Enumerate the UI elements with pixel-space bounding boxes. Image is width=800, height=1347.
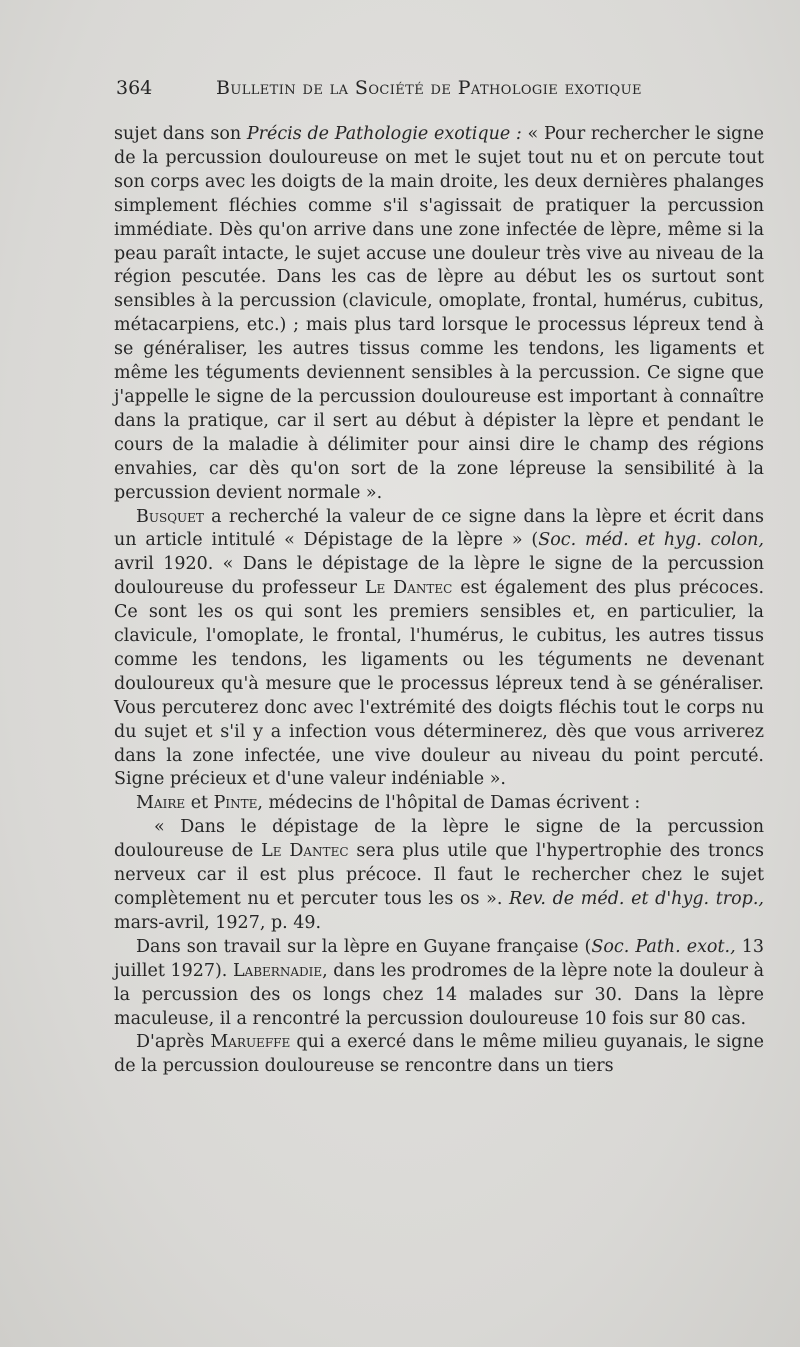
text-run: D'après [136, 1032, 211, 1053]
author-name: Maire [136, 793, 186, 814]
article-body [114, 123, 764, 1079]
author-name: Pinte [213, 793, 258, 814]
running-head [116, 76, 776, 100]
paragraph [114, 1031, 764, 1079]
text-run: 13 juillet 1927). [114, 936, 764, 981]
citation-title: Précis de Pathologie exotique : [246, 124, 522, 144]
paragraph [114, 123, 764, 506]
author-name: Le Dantec [364, 578, 453, 599]
paragraph [114, 816, 764, 936]
text-run: mars-avril, 1927, p. 49. [114, 912, 322, 933]
page-number: 364 [116, 77, 153, 99]
citation-title: Rev. de méd. et d'hyg. trop., [509, 889, 764, 909]
author-name: Busquet [136, 506, 204, 527]
text-run: avril 1920. « Dans le dépistage de la lèpre le signe de la percussion douloureuse du professeur [114, 554, 764, 599]
citation-title: Soc. Path. exot., [591, 936, 736, 957]
author-name: Le Dantec [261, 841, 349, 862]
paragraph [114, 792, 764, 816]
paragraph [114, 506, 764, 793]
text-run: « Pour rechercher le signe de la percussion douloureuse on met le sujet tout nu et on percute tout son corps avec les doigts de la main droite, les deux dernières phalanges simplement fléchies comme s'il s'agissait de pratiquer la percussion immédiate. Dès qu'on arrive dans une zone infectée de lèpre, même si la peau paraît intacte, le sujet accuse une douleur très vive au niveau de la région pescutée. Dans les cas de lèpre au début les os surtout sont sensibles à la percussion (clavicule, omoplate, frontal, humérus, cubitus, métacarpiens, etc.) ; mais plus tard lorsque le processus lépreux tend à se généraliser, les autres tissus comme les tendons, les ligaments et même les téguments deviennent sensibles à la percussion. Ce signe que j'appelle le signe de la percussion douloureuse est important à connaître dans la pratique, car il sert au début à dépister la lèpre et pendant le cours de la maladie à délimiter pour ainsi dire le champ des régions envahies, car dès qu'on sort de la zone lépreuse la sensibilité à la percussion devient normale ». [114, 124, 764, 503]
paragraph [114, 936, 764, 1032]
text-run: , dans les prodromes de la lèpre note la douleur à la percussion des os longs chez 14 malades sur 30. Dans la lèpre maculeuse, il a rencontré la percussion douloureuse 10 fois sur 80 cas. [114, 960, 764, 1029]
text-run: a recherché la valeur de ce signe dans la lèpre et écrit dans un article intitulé « Dépistage de la lèpre » ( [114, 506, 764, 551]
text-run: , médecins de l'hôpital de Damas écrivent : [257, 793, 641, 814]
author-name: Marueffe [210, 1032, 291, 1053]
journal-title: Bulletin de la Société de Pathologie exotique [216, 77, 642, 99]
text-run: est également des plus précoces. Ce sont les os qui sont les premiers sensibles et, en particulier, la clavicule, l'omoplate, le frontal, l'humérus, le cubitus, les autres tissus comme les tendons, les ligaments ou les téguments ne devenant douloureux qu'à mesure que le processus lépreux tend à se généraliser. Vous percuterez donc avec l'extrémité des doigts fléchis tout le corps nu du sujet et s'il y a infection vous déterminerez, dès que vous arriverez dans la zone infectée, une vive douleur au niveau du point percuté. Signe précieux et d'une valeur indéniable ». [114, 578, 765, 790]
text-run: qui a exercé dans le même milieu guyanais, le signe de la percussion douloureuse se rencontre dans un tiers [114, 1032, 764, 1077]
text-run: sujet dans son [114, 124, 247, 144]
text-run: « Dans le dépistage de la lèpre le signe de la percussion douloureuse de [114, 817, 764, 862]
author-name: Labernadie [232, 960, 323, 981]
text-run: sera plus utile que l'hypertrophie des troncs nerveux car il est plus précoce. Il faut le rechercher chez le sujet complètement nu et percuter tous les os ». [114, 841, 764, 909]
text-run: et [185, 793, 214, 814]
text-run: Dans son travail sur la lèpre en Guyane française ( [136, 936, 592, 957]
citation-title: Soc. méd. et hyg. colon, [538, 530, 764, 551]
